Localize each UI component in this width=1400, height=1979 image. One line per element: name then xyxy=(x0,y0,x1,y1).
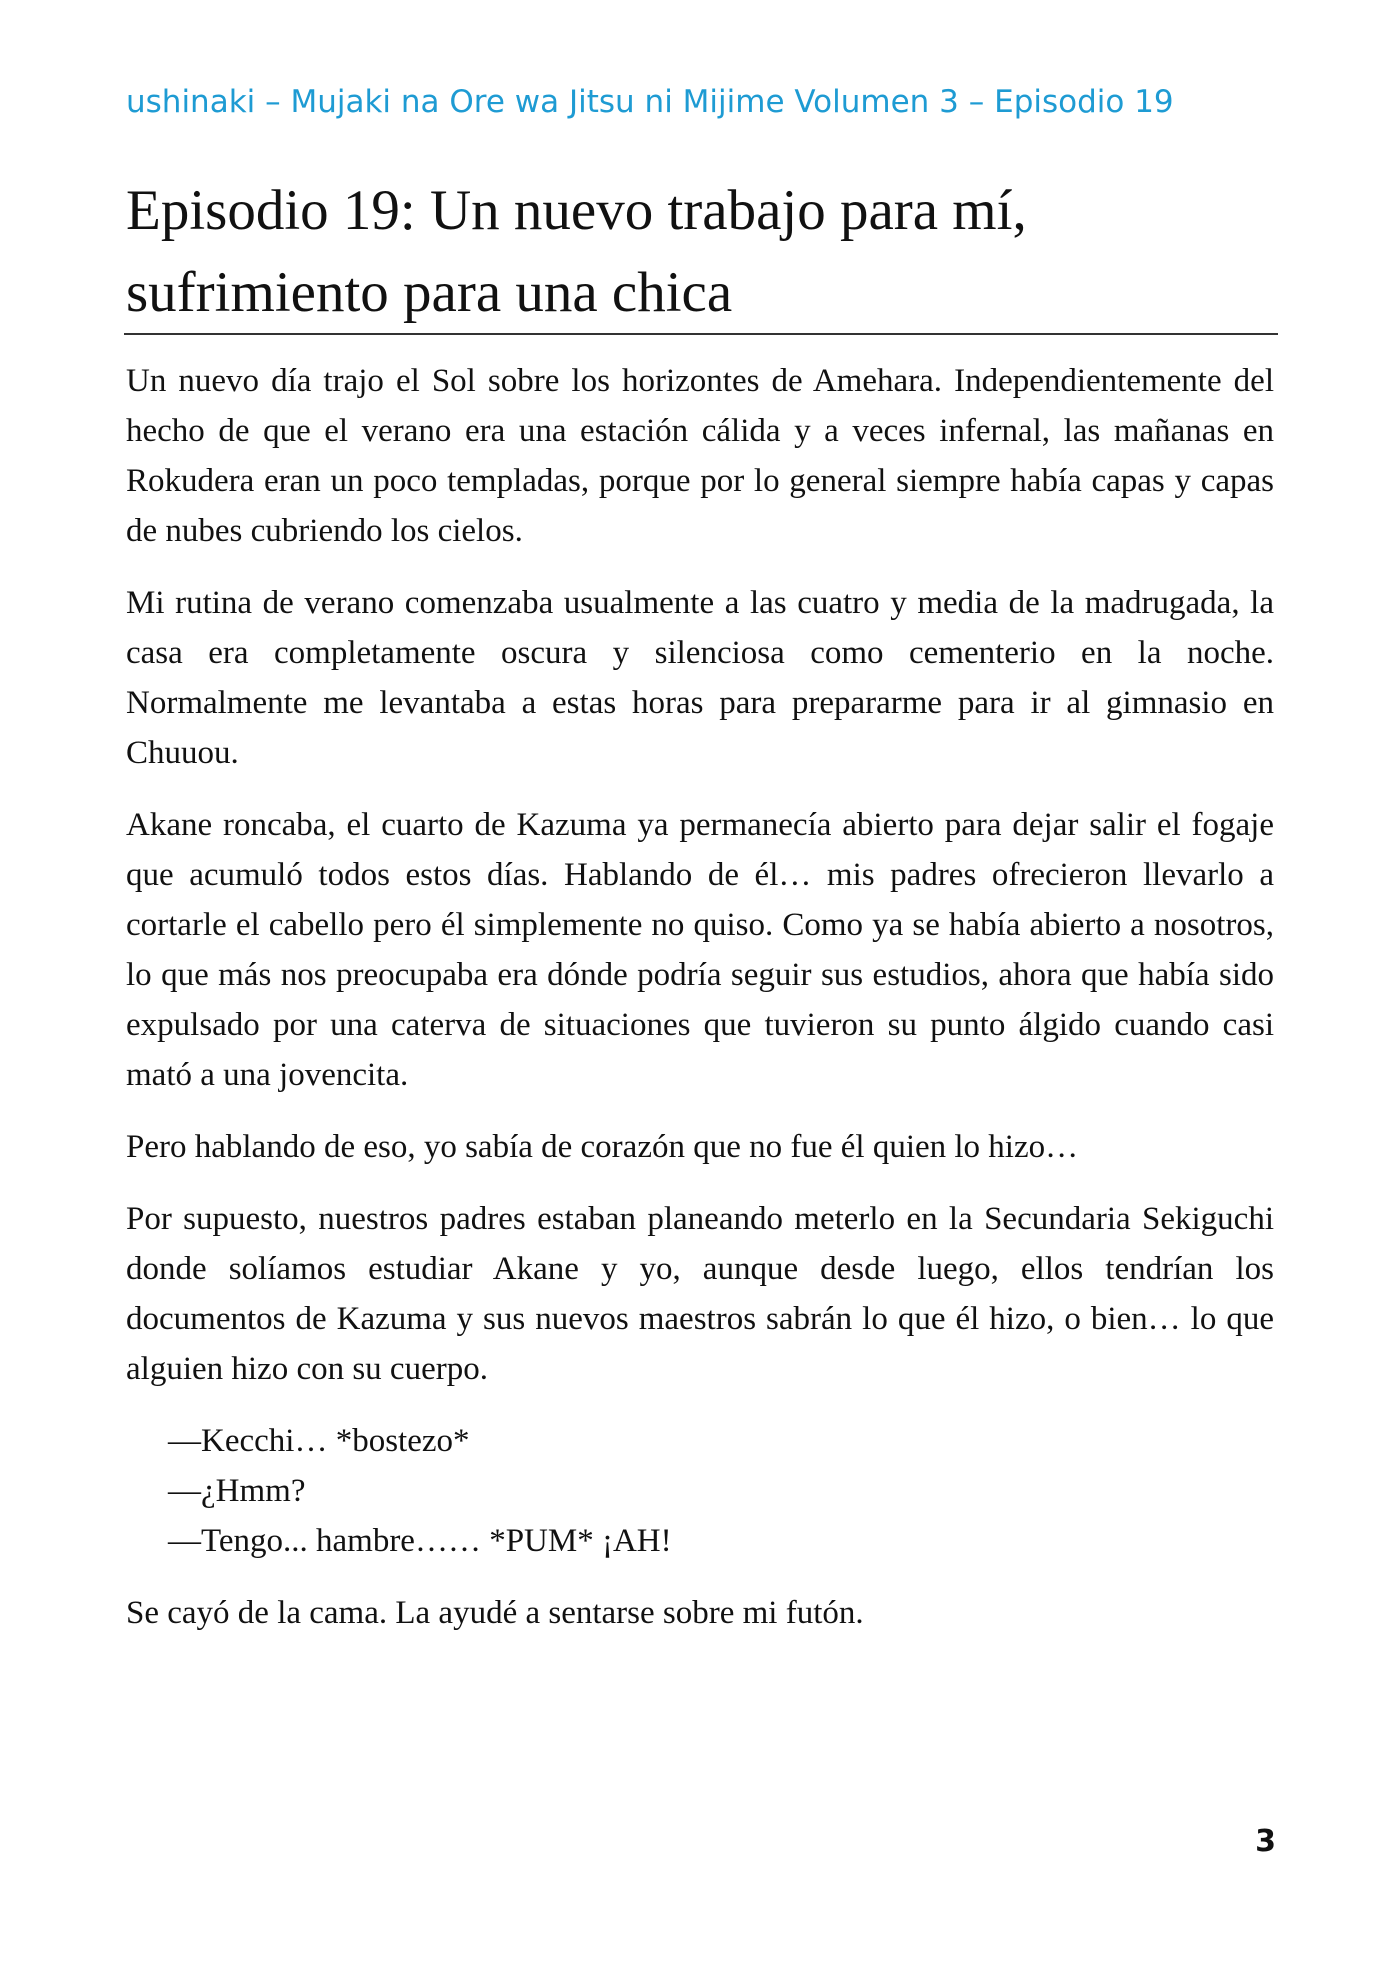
dialogue-line-2: —¿Hmm? xyxy=(168,1473,306,1509)
closing-paragraph: Se cayó de la cama. La ayudé a sentarse sobre mi futón. xyxy=(126,1595,864,1631)
paragraph-2: Mi rutina de verano comenzaba usualmente a las cuatro y media de la madrugada, la casa era completamente oscura y silenciosa como cementerio en la noche. Normalmente me levantaba a estas horas para prepararme para ir al gimnasio en Chuuou. xyxy=(126,585,1274,771)
running-header: ushinaki – Mujaki na Ore wa Jitsu ni Mijime Volumen 3 – Episodio 19 xyxy=(126,84,1174,120)
paragraph-4: Pero hablando de eso, yo sabía de corazón que no fue él quien lo hizo… xyxy=(126,1129,1079,1165)
paragraph-5: Por supuesto, nuestros padres estaban planeando meterlo en la Secundaria Sekiguchi donde solíamos estudiar Akane y yo, aunque desde luego, ellos tendrían los documentos de Kazuma y sus nuevos maestros sabrán lo que él hizo, o bien… lo que alguien hizo con su cuerpo. xyxy=(126,1201,1274,1387)
chapter-title: Episodio 19: Un nuevo trabajo para mí, sufrimiento para una chica xyxy=(126,179,1027,324)
page-number: 3 xyxy=(1255,1824,1276,1859)
paragraph-1: Un nuevo día trajo el Sol sobre los horizontes de Amehara. Independientemente del hecho de que el verano era una estación cálida y a veces infernal, las mañanas en Rokudera eran un poco templadas, porque por lo general siempre había capas y capas de nubes cubriendo los cielos. xyxy=(126,363,1274,549)
title-divider xyxy=(124,333,1278,335)
paragraph-3: Akane roncaba, el cuarto de Kazuma ya permanecía abierto para dejar salir el fogaje que acumuló todos estos días. Hablando de él… mis padres ofrecieron llevarlo a cortarle el cabello pero él simplemente no quiso. Como ya se había abierto a nosotros, lo que más nos preocupaba era dónde podría seguir sus estudios, ahora que había sido expulsado por una caterva de situaciones que tuvieron su punto álgido cuando casi mató a una jovencita. xyxy=(126,807,1274,1093)
chapter-body xyxy=(126,356,1274,1660)
dialogue-line-1: —Kecchi… *bostezo* xyxy=(168,1423,470,1459)
dialogue-line-3: —Tengo... hambre…… *PUM* ¡AH! xyxy=(168,1523,672,1559)
dialogue-block xyxy=(168,1416,1274,1566)
